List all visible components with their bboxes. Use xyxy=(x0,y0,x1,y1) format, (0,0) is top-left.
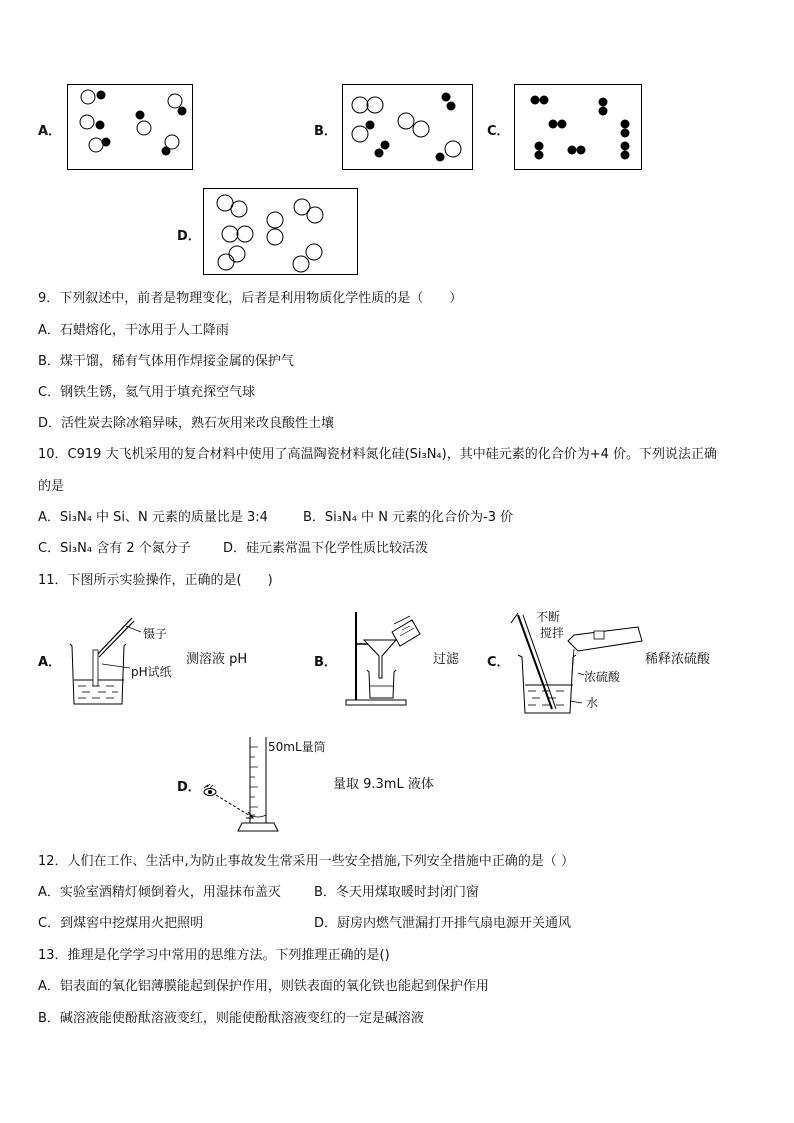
particle-diagram-c xyxy=(514,84,642,170)
water-label: 水 xyxy=(586,696,599,710)
q11-option-d-caption: 量取 9.3mL 液体 xyxy=(333,777,434,792)
q13-option-a[interactable]: A．铝表面的氧化铝薄膜能起到保护作用，则铁表面的氧化铁也能起到保护作用 xyxy=(38,979,489,994)
q11-option-a-caption: 测溶液 pH xyxy=(186,652,248,667)
q13-stem: 13．推理是化学学习中常用的思维方法。下列推理正确的是() xyxy=(38,948,390,963)
particle-diagram-d xyxy=(203,188,358,275)
q10-option-d[interactable]: D．硅元素常温下化学性质比较活泼 xyxy=(223,541,429,556)
stir-label-line2: 搅拌 xyxy=(540,626,565,640)
particle-diagram-c-drawing xyxy=(515,85,641,169)
stir-label-line1: 不断 xyxy=(536,610,561,624)
q9-option-a[interactable]: A．石蜡熔化，干冰用于人工降雨 xyxy=(38,323,229,338)
option-c-label: C． xyxy=(487,124,510,139)
q10-stem-line2: 的是 xyxy=(38,479,65,494)
ph-test-apparatus xyxy=(62,612,192,712)
q9-option-c[interactable]: C．钢铁生锈，氦气用于填充探空气球 xyxy=(38,385,256,400)
q11-option-c-caption: 稀释浓硫酸 xyxy=(645,652,711,667)
q12-option-d[interactable]: D．厨房内燃气泄漏打开排气扇电源开关通风 xyxy=(314,916,572,931)
q11-option-b-label[interactable]: B． xyxy=(314,655,337,670)
q11-stem: 11．下图所示实验操作，正确的是( ) xyxy=(38,573,273,588)
option-d-label: D． xyxy=(177,229,201,244)
q11-option-d-label[interactable]: D． xyxy=(177,780,201,795)
particle-diagram-a xyxy=(67,84,193,170)
q9-stem: 9．下列叙述中，前者是物理变化，后者是利用物质化学性质的是（ ） xyxy=(38,291,463,306)
q9-option-d[interactable]: D．活性炭去除冰箱异味，熟石灰用来改良酸性土壤 xyxy=(38,416,335,431)
acid-dilution-apparatus xyxy=(508,605,648,715)
q12-stem: 12．人们在工作、生活中,为防止事故发生常采用一些安全措施,下列安全措施中正确的是（ ） xyxy=(38,854,574,869)
q11-option-a-label[interactable]: A． xyxy=(38,655,62,670)
particle-diagram-b-drawing xyxy=(343,85,472,169)
q13-option-b[interactable]: B．碱溶液能使酚酞溶液变红，则能使酚酞溶液变红的一定是碱溶液 xyxy=(38,1011,424,1026)
ph-paper-label: pH试纸 xyxy=(131,665,172,679)
conc-sulfuric-acid-label: 浓硫酸 xyxy=(584,670,621,684)
option-b-label: B． xyxy=(314,124,337,139)
q11-option-c-label[interactable]: C． xyxy=(487,655,510,670)
cylinder-label: 50mL量筒 xyxy=(268,740,326,754)
q9-option-b[interactable]: B．煤干馏，稀有气体用作焊接金属的保护气 xyxy=(38,354,294,369)
q11-option-b-caption: 过滤 xyxy=(433,652,460,667)
tweezers-label: 镊子 xyxy=(143,627,168,641)
particle-diagram-b xyxy=(342,84,473,170)
q10-option-c[interactable]: C．Si₃N₄ 含有 2 个氮分子 xyxy=(38,541,191,556)
particle-diagram-d-drawing xyxy=(204,189,357,274)
particle-diagram-a-drawing xyxy=(68,85,192,169)
q12-option-a[interactable]: A．实验室酒精灯倾倒着火，用湿抹布盖灭 xyxy=(38,885,281,900)
q10-stem-line1: 10．C919 大飞机采用的复合材料中使用了高温陶瓷材料氮化硅(Si₃N₄)，其中硅元素的化合价为+4 价。下列说法正确 xyxy=(38,447,718,462)
option-a-label: A． xyxy=(38,124,62,139)
filtration-apparatus xyxy=(340,606,440,710)
q10-option-b[interactable]: B．Si₃N₄ 中 N 元素的化合价为-3 价 xyxy=(303,510,514,525)
q10-option-a[interactable]: A．Si₃N₄ 中 Si、N 元素的质量比是 3:4 xyxy=(38,510,268,525)
q12-option-b[interactable]: B．冬天用煤取暖时封闭门窗 xyxy=(314,885,479,900)
q12-option-c[interactable]: C．到煤窖中挖煤用火把照明 xyxy=(38,916,204,931)
